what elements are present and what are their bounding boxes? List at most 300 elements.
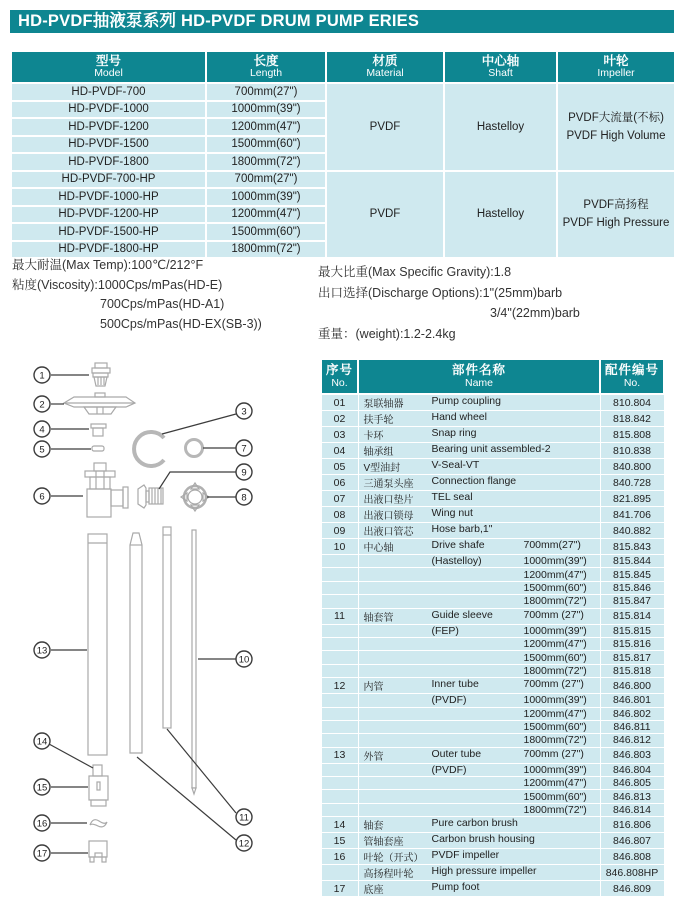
part-name-zh: 扶手轮 <box>363 415 394 426</box>
part-no-cell <box>321 803 358 816</box>
parts-table-row <box>321 637 664 650</box>
part-no-cell: 02 <box>321 411 358 427</box>
model-cell: HD-PVDF-1000-HP <box>11 188 206 206</box>
part-name-cell <box>358 427 600 443</box>
parts-table-row <box>321 624 664 637</box>
part-size: 1000mm(39") <box>523 555 587 568</box>
part-no-cell <box>321 865 358 881</box>
col-part-no <box>321 359 358 394</box>
model-cell: HD-PVDF-1800 <box>11 153 206 171</box>
part-name-en: Hand wheel <box>431 411 487 423</box>
part-code-cell: 815.818 <box>600 664 664 677</box>
callout-13-number: 13 <box>36 645 48 657</box>
model-cell: HD-PVDF-700 <box>11 83 206 101</box>
part-name-cell <box>358 817 600 833</box>
part-name-cell <box>358 849 600 865</box>
part-no-cell: 11 <box>321 608 358 624</box>
parts-table-row <box>321 507 664 523</box>
shaft-cell: Hastelloy <box>444 83 557 171</box>
parts-table-row <box>321 803 664 816</box>
part-code-cell: 815.845 <box>600 568 664 581</box>
callout-6-number: 6 <box>39 491 45 503</box>
callout-3-number: 3 <box>241 406 247 418</box>
part-code-cell: 818.842 <box>600 411 664 427</box>
part-code-cell: 810.804 <box>600 394 664 411</box>
parts-table-row <box>321 707 664 720</box>
part-size: 1000mm(39") <box>523 624 587 637</box>
part-size: 1500mm(60") <box>523 581 587 594</box>
part-name-cell <box>358 664 600 677</box>
col-length <box>206 51 326 83</box>
part-size: 1200mm(47") <box>523 568 587 581</box>
parts-table-row <box>321 777 664 790</box>
parts-table-row <box>321 849 664 865</box>
impeller-part <box>90 820 107 827</box>
part-name-zh: V型油封 <box>363 463 401 474</box>
length-cell: 1800mm(72") <box>206 241 326 259</box>
part-name-en: Guide sleeve <box>431 608 493 621</box>
part-name-cell <box>358 651 600 664</box>
part-name-en: (FEP) <box>431 624 459 637</box>
part-size: 700mm (27") <box>523 747 584 760</box>
model-cell: HD-PVDF-1000 <box>11 101 206 119</box>
part-name-en: Outer tube <box>431 747 482 760</box>
part-no-cell: 14 <box>321 817 358 833</box>
part-name-en: Inner tube <box>431 678 479 691</box>
spec-line: 最大耐温(Max Temp):100℃/212°F <box>12 258 204 272</box>
col-part-name-zh: 部件名称 <box>451 363 506 377</box>
part-name-zh: 轴承组 <box>363 447 394 458</box>
parts-table-row <box>321 720 664 733</box>
part-name-en: Hose barb,1" <box>431 523 493 535</box>
shaft-sleeve-part <box>93 765 102 776</box>
part-size: 1500mm(60") <box>523 790 587 803</box>
spec-line: 最大比重(Max Specific Gravity):1.8 <box>318 265 512 279</box>
part-name-cell <box>358 608 600 624</box>
part-no-cell: 04 <box>321 443 358 459</box>
part-name-zh: 轴套管 <box>363 612 394 624</box>
part-code-cell: 840.882 <box>600 523 664 539</box>
pump-foot-part <box>89 841 107 862</box>
part-name-en: Snap ring <box>431 427 477 439</box>
spec-line: 500Cps/mPas(HD-EX(SB-3)) <box>100 316 262 331</box>
part-name-en: Bearing unit assembled-2 <box>431 443 551 455</box>
part-no-cell <box>321 694 358 707</box>
part-name-cell <box>358 539 600 555</box>
exploded-parts-diagram <box>0 355 310 871</box>
part-name-zh: 内管 <box>363 682 384 694</box>
part-name-zh: 管轴套座 <box>363 837 404 849</box>
callout-12-number: 12 <box>238 838 250 850</box>
callout-2-number: 2 <box>39 399 45 411</box>
part-name-cell <box>358 790 600 803</box>
part-size: 700mm(27") <box>523 539 581 551</box>
part-name-cell <box>358 595 600 608</box>
impeller-zh: PVDF高扬程 <box>583 199 649 212</box>
part-no-cell <box>321 555 358 568</box>
length-cell: 1200mm(47") <box>206 118 326 136</box>
part-code-cell: 846.812 <box>600 734 664 747</box>
part-code-cell: 815.808 <box>600 427 664 443</box>
part-name-cell <box>358 694 600 707</box>
part-code-cell: 815.847 <box>600 595 664 608</box>
part-name-cell <box>358 678 600 694</box>
parts-table-row <box>321 427 664 443</box>
col-model <box>11 51 206 83</box>
spec-line: 3/4"(22mm)barb <box>490 306 580 320</box>
impeller-zh: PVDF大流量(不标) <box>568 111 664 124</box>
shaft-cell: Hastelloy <box>444 171 557 259</box>
part-code-cell: 815.815 <box>600 624 664 637</box>
parts-table-row <box>321 443 664 459</box>
col-material <box>326 51 444 83</box>
specs-right <box>318 262 580 344</box>
parts-table-row <box>321 734 664 747</box>
pump-head-part <box>85 463 128 517</box>
col-model-en: Model <box>94 67 123 79</box>
part-name-cell <box>358 833 600 849</box>
part-name-cell <box>358 624 600 637</box>
part-name-en: Carbon brush housing <box>431 833 535 846</box>
callout-8-number: 8 <box>241 492 247 504</box>
v-seal-part <box>92 446 104 451</box>
parts-table-row <box>321 411 664 427</box>
model-table-row <box>11 83 675 101</box>
impeller-cell <box>557 171 675 259</box>
part-name-zh: 出液口锁母 <box>363 511 414 522</box>
part-no-cell: 16 <box>321 849 358 865</box>
model-cell: HD-PVDF-1800-HP <box>11 241 206 259</box>
part-name-zh: 叶轮（开式） <box>363 853 424 865</box>
callout-10-number: 10 <box>238 654 250 666</box>
hand-wheel-part <box>64 393 135 414</box>
part-no-cell: 13 <box>321 747 358 763</box>
part-no-cell: 15 <box>321 833 358 849</box>
part-name-cell <box>358 491 600 507</box>
callout-4-number: 4 <box>39 424 45 436</box>
part-no-cell <box>321 664 358 677</box>
length-cell: 1500mm(60") <box>206 136 326 154</box>
part-size: 1200mm(47") <box>523 638 587 651</box>
part-size: 1500mm(60") <box>523 721 587 734</box>
callout-5-number: 5 <box>39 444 45 456</box>
part-no-cell <box>321 720 358 733</box>
col-part-no-en: No. <box>331 377 348 389</box>
part-name-cell <box>358 475 600 491</box>
length-cell: 1800mm(72") <box>206 153 326 171</box>
part-no-cell: 07 <box>321 491 358 507</box>
callout-15-number: 15 <box>36 782 48 794</box>
part-name-zh: 轴套 <box>363 821 384 833</box>
callout-1-number: 1 <box>39 370 45 382</box>
col-model-zh: 型号 <box>95 54 121 68</box>
parts-table-row <box>321 475 664 491</box>
col-impeller <box>557 51 675 83</box>
part-no-cell <box>321 790 358 803</box>
spec-line: 重量：(weight):1.2-2.4kg <box>318 326 456 341</box>
parts-table-row <box>321 608 664 624</box>
part-no-cell <box>321 651 358 664</box>
col-part-code-en: No. <box>623 377 641 389</box>
part-no-cell: 10 <box>321 539 358 555</box>
part-no-cell: 17 <box>321 881 358 897</box>
part-name-cell <box>358 720 600 733</box>
col-shaft-en: Shaft <box>488 67 513 79</box>
model-table <box>10 50 676 259</box>
col-impeller-en: Impeller <box>597 67 635 79</box>
col-material-en: Material <box>366 67 404 79</box>
col-part-name <box>358 359 600 394</box>
callout-17-number: 17 <box>36 848 48 860</box>
part-no-cell <box>321 777 358 790</box>
part-name-zh: 出液口管芯 <box>363 527 414 538</box>
part-no-cell: 06 <box>321 475 358 491</box>
part-name-en: V-Seal-VT <box>431 459 480 471</box>
part-name-en: Wing nut <box>431 507 473 519</box>
parts-table-row <box>321 539 664 555</box>
part-size: 1800mm(72") <box>523 664 587 677</box>
part-code-cell: 815.816 <box>600 637 664 650</box>
part-code-cell: 846.808HP <box>600 865 664 881</box>
part-name-cell <box>358 507 600 523</box>
part-name-zh: 中心轴 <box>363 543 394 554</box>
part-name-cell <box>358 459 600 475</box>
part-no-cell: 03 <box>321 427 358 443</box>
part-name-zh: 泵联轴器 <box>363 399 404 410</box>
part-code-cell: 846.802 <box>600 707 664 720</box>
parts-table-row <box>321 790 664 803</box>
col-part-code-zh: 配件编号 <box>604 363 659 377</box>
material-cell: PVDF <box>326 83 444 171</box>
parts-table-row <box>321 833 664 849</box>
impeller-en: PVDF High Volume <box>566 129 666 142</box>
part-no-cell: 12 <box>321 678 358 694</box>
part-no-cell <box>321 637 358 650</box>
part-name-zh: 高扬程叶轮 <box>363 869 414 881</box>
col-length-zh: 长度 <box>253 54 279 68</box>
part-code-cell: 810.838 <box>600 443 664 459</box>
part-code-cell: 846.807 <box>600 833 664 849</box>
part-code-cell: 841.706 <box>600 507 664 523</box>
part-code-cell: 821.895 <box>600 491 664 507</box>
part-name-cell <box>358 555 600 568</box>
specs-left <box>12 256 262 334</box>
parts-table-row <box>321 817 664 833</box>
seal-ring-part <box>186 440 203 457</box>
part-code-cell: 846.808 <box>600 849 664 865</box>
part-no-cell: 01 <box>321 394 358 411</box>
part-name-cell <box>358 707 600 720</box>
model-table-row <box>11 171 675 189</box>
part-size: 1200mm(47") <box>523 777 587 790</box>
callout-7-number: 7 <box>241 443 247 455</box>
part-size: 1200mm(47") <box>523 707 587 720</box>
parts-table-row <box>321 581 664 594</box>
part-code-cell: 815.843 <box>600 539 664 555</box>
part-no-cell <box>321 734 358 747</box>
part-size: 700mm (27") <box>523 678 584 691</box>
col-impeller-zh: 叶轮 <box>603 54 629 68</box>
part-code-cell: 846.813 <box>600 790 664 803</box>
parts-table-row <box>321 763 664 776</box>
parts-table-row <box>321 595 664 608</box>
callout-9-number: 9 <box>241 467 247 479</box>
part-code-cell: 846.805 <box>600 777 664 790</box>
length-cell: 1000mm(39") <box>206 101 326 119</box>
part-name-en: High pressure impeller <box>431 865 537 878</box>
part-code-cell: 846.803 <box>600 747 664 763</box>
part-code-cell: 846.800 <box>600 678 664 694</box>
part-code-cell: 846.811 <box>600 720 664 733</box>
model-cell: HD-PVDF-700-HP <box>11 171 206 189</box>
part-name-zh: 三通泵头座 <box>363 479 414 490</box>
part-size: 1500mm(60") <box>523 651 587 664</box>
part-name-en: Drive shafe <box>431 539 485 551</box>
part-size: 700mm (27") <box>523 608 584 621</box>
col-part-code <box>600 359 664 394</box>
snap-ring-part <box>134 432 164 466</box>
col-part-no-zh: 序号 <box>325 363 353 377</box>
col-part-name-en: Name <box>464 377 493 389</box>
length-cell: 700mm(27") <box>206 83 326 101</box>
parts-table-row <box>321 678 664 694</box>
part-code-cell: 815.814 <box>600 608 664 624</box>
part-code-cell: 846.804 <box>600 763 664 776</box>
part-name-cell <box>358 581 600 594</box>
part-name-cell <box>358 777 600 790</box>
outer-tube-part <box>88 534 107 755</box>
parts-table-row <box>321 865 664 881</box>
part-name-cell <box>358 394 600 411</box>
part-name-en: (Hastelloy) <box>431 555 482 568</box>
model-cell: HD-PVDF-1200 <box>11 118 206 136</box>
part-name-en: TEL seal <box>431 491 473 503</box>
part-name-cell <box>358 763 600 776</box>
part-name-cell <box>358 865 600 881</box>
parts-table <box>320 358 665 897</box>
part-code-cell: 846.801 <box>600 694 664 707</box>
impeller-cell <box>557 83 675 171</box>
part-name-en: Pump foot <box>431 881 480 894</box>
bearing-unit-part <box>91 424 106 436</box>
page-title: HD-PVDF抽液泵系列 HD-PVDF DRUM PUMP ERIES <box>10 10 674 33</box>
parts-table-row <box>321 523 664 539</box>
part-name-cell <box>358 637 600 650</box>
part-size: 1800mm(72") <box>523 804 587 817</box>
length-cell: 700mm(27") <box>206 171 326 189</box>
part-size: 1000mm(39") <box>523 763 587 776</box>
part-no-cell <box>321 763 358 776</box>
part-name-en: Pure carbon brush <box>431 817 518 830</box>
length-cell: 1200mm(47") <box>206 206 326 224</box>
part-name-cell <box>358 443 600 459</box>
parts-table-row <box>321 555 664 568</box>
part-no-cell <box>321 581 358 594</box>
part-code-cell: 815.846 <box>600 581 664 594</box>
drive-shaft-part <box>192 530 196 794</box>
part-size: 1000mm(39") <box>523 694 587 707</box>
part-code-cell: 840.800 <box>600 459 664 475</box>
part-size: 1800mm(72") <box>523 595 587 608</box>
callout-14-number: 14 <box>36 736 48 748</box>
part-name-en: (PVDF) <box>431 763 467 776</box>
part-name-cell <box>358 523 600 539</box>
inner-tube-part <box>130 533 142 753</box>
part-name-cell <box>358 803 600 816</box>
part-code-cell: 815.844 <box>600 555 664 568</box>
parts-table-header <box>321 359 664 394</box>
callout-16-number: 16 <box>36 818 48 830</box>
parts-table-row <box>321 459 664 475</box>
spec-line: 粘度(Viscosity):1000Cps/mPas(HD-E) <box>12 277 223 292</box>
guide-sleeve-part <box>163 527 171 728</box>
part-name-cell <box>358 411 600 427</box>
wing-nut-part <box>181 483 209 511</box>
brush-housing-part <box>89 776 108 806</box>
part-no-cell <box>321 595 358 608</box>
parts-table-row <box>321 568 664 581</box>
part-code-cell: 846.814 <box>600 803 664 816</box>
model-table-header <box>11 51 675 83</box>
part-name-cell <box>358 881 600 897</box>
parts-table-row <box>321 747 664 763</box>
part-name-zh: 底座 <box>363 885 384 897</box>
spec-line: 700Cps/mPas(HD-A1) <box>100 297 225 311</box>
col-length-en: Length <box>249 67 283 79</box>
part-name-zh: 出液口垫片 <box>363 495 414 506</box>
part-code-cell: 815.817 <box>600 651 664 664</box>
part-size: 1800mm(72") <box>523 734 587 747</box>
col-material-zh: 材质 <box>372 54 398 68</box>
length-cell: 1500mm(60") <box>206 223 326 241</box>
part-code-cell: 816.806 <box>600 817 664 833</box>
parts-table-row <box>321 664 664 677</box>
part-name-en: PVDF impeller <box>431 849 500 862</box>
part-no-cell <box>321 707 358 720</box>
parts-table-row <box>321 881 664 897</box>
model-cell: HD-PVDF-1500-HP <box>11 223 206 241</box>
part-name-cell <box>358 568 600 581</box>
spec-line: 出口选择(Discharge Options):1"(25mm)barb <box>318 285 563 300</box>
part-no-cell: 09 <box>321 523 358 539</box>
material-cell: PVDF <box>326 171 444 259</box>
part-name-zh: 外管 <box>363 751 384 763</box>
part-name-en: (PVDF) <box>431 694 467 707</box>
impeller-en: PVDF High Pressure <box>562 217 670 230</box>
part-no-cell: 08 <box>321 507 358 523</box>
part-name-cell <box>358 734 600 747</box>
model-cell: HD-PVDF-1500 <box>11 136 206 154</box>
callout-11-number: 11 <box>239 812 249 824</box>
part-name-cell <box>358 747 600 763</box>
parts-table-row <box>321 694 664 707</box>
parts-table-row <box>321 651 664 664</box>
model-cell: HD-PVDF-1200-HP <box>11 206 206 224</box>
part-code-cell: 840.728 <box>600 475 664 491</box>
part-no-cell <box>321 568 358 581</box>
col-shaft-zh: 中心轴 <box>481 54 520 68</box>
part-name-en: Pump coupling <box>431 395 501 407</box>
part-name-en: Connection flange <box>431 475 517 487</box>
part-name-zh: 卡环 <box>363 431 384 442</box>
col-shaft <box>444 51 557 83</box>
parts-table-row <box>321 394 664 411</box>
parts-table-row <box>321 491 664 507</box>
part-no-cell <box>321 624 358 637</box>
part-no-cell: 05 <box>321 459 358 475</box>
part-code-cell: 846.809 <box>600 881 664 897</box>
pump-coupling-part <box>92 363 110 386</box>
